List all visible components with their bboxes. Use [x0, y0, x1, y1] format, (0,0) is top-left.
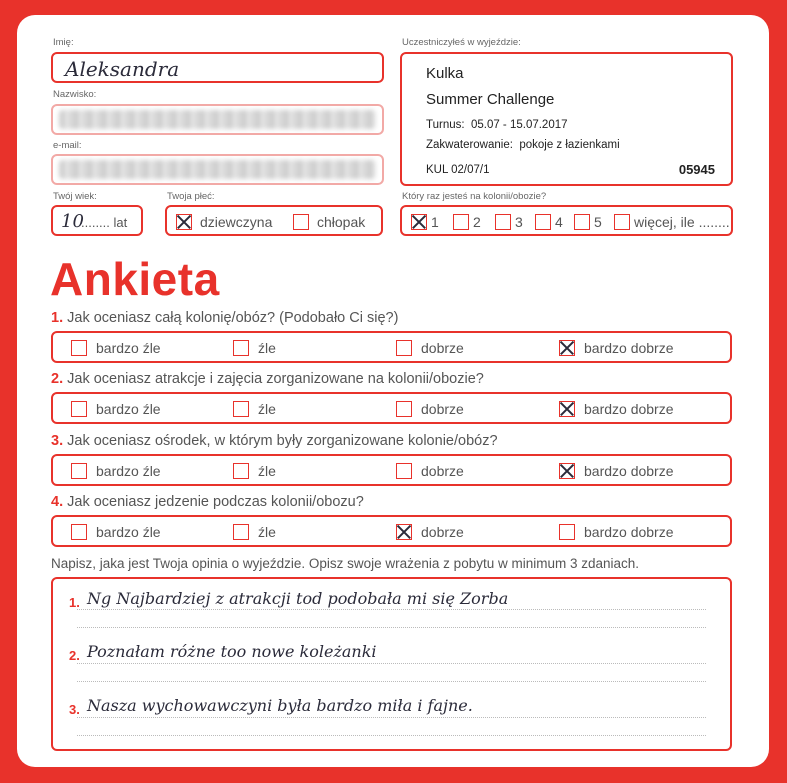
times-label: Który raz jesteś na kolonii/obozie?	[402, 191, 547, 202]
answer-number: 3.	[69, 702, 80, 717]
rating-checkbox[interactable]	[559, 463, 575, 479]
times-option-more: więcej, ile ........	[634, 214, 730, 230]
gender-checkbox-boy[interactable]	[293, 214, 309, 230]
question-text	[51, 310, 398, 326]
gender-option-girl: dziewczyna	[200, 214, 273, 230]
rating-option-label: dobrze	[421, 524, 464, 540]
rating-checkbox[interactable]	[233, 401, 249, 417]
rating-option-label: źle	[258, 340, 276, 356]
trip-number: 05945	[678, 162, 715, 177]
age-suffix: ........ lat	[81, 215, 128, 230]
first-name-value: Aleksandra	[65, 57, 180, 81]
question-label: Jak oceniasz ośrodek, w którym były zorganizowane kolonie/obóz?	[67, 433, 498, 449]
times-checkbox-1[interactable]	[411, 214, 427, 230]
rating-option-label: źle	[258, 401, 276, 417]
rating-checkbox[interactable]	[71, 463, 87, 479]
answer-number: 2.	[69, 648, 80, 663]
trip-turnus	[426, 119, 568, 131]
rating-checkbox[interactable]	[71, 401, 87, 417]
survey-title: Ankieta	[50, 253, 220, 305]
survey-sheet	[17, 15, 769, 767]
rating-option-label: bardzo dobrze	[584, 463, 674, 479]
rating-option-label: bardzo dobrze	[584, 401, 674, 417]
rating-checkbox[interactable]	[559, 340, 575, 356]
rating-checkbox[interactable]	[71, 340, 87, 356]
times-option-5: 5	[594, 214, 602, 230]
writing-line	[77, 717, 706, 718]
trip-box	[400, 52, 733, 186]
gender-checkbox-girl[interactable]	[176, 214, 192, 230]
rating-option-label: dobrze	[421, 340, 464, 356]
question-number: 3.	[51, 433, 64, 449]
answer-text: Poznałam różne too nowe koleżanki	[87, 642, 377, 661]
rating-checkbox[interactable]	[559, 524, 575, 540]
rating-option-label: bardzo dobrze	[584, 340, 674, 356]
times-checkbox-more[interactable]	[614, 214, 630, 230]
times-checkbox-5[interactable]	[574, 214, 590, 230]
rating-row	[51, 515, 732, 547]
writing-line	[77, 681, 706, 682]
writing-line	[77, 735, 706, 736]
question-number: 1.	[51, 310, 64, 326]
rating-checkbox[interactable]	[233, 340, 249, 356]
question-number: 2.	[51, 371, 64, 387]
rating-checkbox[interactable]	[396, 401, 412, 417]
answer-number: 1.	[69, 595, 80, 610]
gender-label: Twoja płeć:	[167, 191, 215, 202]
rating-option-label: dobrze	[421, 463, 464, 479]
trip-name: Kulka	[426, 65, 464, 82]
turnus-label: Turnus:	[426, 119, 465, 131]
rating-checkbox[interactable]	[396, 340, 412, 356]
email-label: e-mail:	[53, 140, 82, 151]
times-checkbox-2[interactable]	[453, 214, 469, 230]
times-field	[400, 205, 733, 236]
rating-checkbox[interactable]	[559, 401, 575, 417]
stay-label: Zakwaterowanie:	[426, 139, 513, 151]
turnus-value: 05.07 - 15.07.2017	[470, 119, 568, 131]
rating-option-label: źle	[258, 463, 276, 479]
writing-line	[77, 609, 706, 610]
gender-option-boy: chłopak	[317, 214, 366, 230]
times-option-4: 4	[555, 214, 563, 230]
rating-checkbox[interactable]	[233, 463, 249, 479]
rating-option-label: dobrze	[421, 401, 464, 417]
first-name-field[interactable]	[51, 52, 384, 83]
opinion-box[interactable]	[51, 577, 732, 751]
rating-option-label: bardzo źle	[96, 463, 161, 479]
rating-checkbox[interactable]	[71, 524, 87, 540]
writing-line	[77, 627, 706, 628]
times-option-3: 3	[515, 214, 523, 230]
rating-option-label: bardzo dobrze	[584, 524, 674, 540]
trip-label: Uczestniczyłeś w wyjeździe:	[402, 37, 521, 48]
age-value: 10	[61, 211, 84, 232]
redacted-last-name	[59, 110, 376, 129]
redacted-email	[59, 160, 376, 179]
question-text	[51, 371, 484, 387]
question-label: Jak oceniasz atrakcje i zajęcia zorganizowane na kolonii/obozie?	[67, 371, 484, 387]
stay-value: pokoje z łazienkami	[519, 139, 620, 151]
rating-checkbox[interactable]	[233, 524, 249, 540]
rating-option-label: źle	[258, 524, 276, 540]
rating-option-label: bardzo źle	[96, 401, 161, 417]
question-label: Jak oceniasz całą kolonię/obóz? (Podobało Ci się?)	[67, 310, 399, 326]
trip-code: KUL 02/07/1	[426, 164, 490, 176]
rating-checkbox[interactable]	[396, 463, 412, 479]
rating-row	[51, 454, 732, 486]
answer-text: Ng Najbardziej z atrakcji tod podobała mi się Zorba	[87, 589, 509, 608]
rating-option-label: bardzo źle	[96, 340, 161, 356]
email-field[interactable]	[51, 154, 384, 185]
opinion-prompt: Napisz, jaka jest Twoja opinia o wyjeździe. Opisz swoje wrażenia z pobytu w minimum 3 zdaniach.	[51, 556, 640, 571]
question-text	[51, 494, 364, 510]
age-field[interactable]	[51, 205, 143, 236]
first-name-label: Imię:	[53, 37, 74, 48]
writing-line	[77, 663, 706, 664]
times-checkbox-3[interactable]	[495, 214, 511, 230]
rating-checkbox[interactable]	[396, 524, 412, 540]
gender-field	[165, 205, 383, 236]
age-label: Twój wiek:	[53, 191, 97, 202]
question-text	[51, 433, 498, 449]
question-number: 4.	[51, 494, 64, 510]
trip-program: Summer Challenge	[426, 91, 555, 108]
trip-stay	[426, 139, 620, 151]
rating-row	[51, 331, 732, 363]
last-name-field[interactable]	[51, 104, 384, 135]
times-checkbox-4[interactable]	[535, 214, 551, 230]
answer-text: Nasza wychowawczyni była bardzo miła i fajne.	[87, 696, 473, 715]
rating-option-label: bardzo źle	[96, 524, 161, 540]
times-option-1: 1	[431, 214, 439, 230]
question-label: Jak oceniasz jedzenie podczas kolonii/obozu?	[67, 494, 364, 510]
last-name-label: Nazwisko:	[53, 89, 97, 100]
rating-row	[51, 392, 732, 424]
times-option-2: 2	[473, 214, 481, 230]
